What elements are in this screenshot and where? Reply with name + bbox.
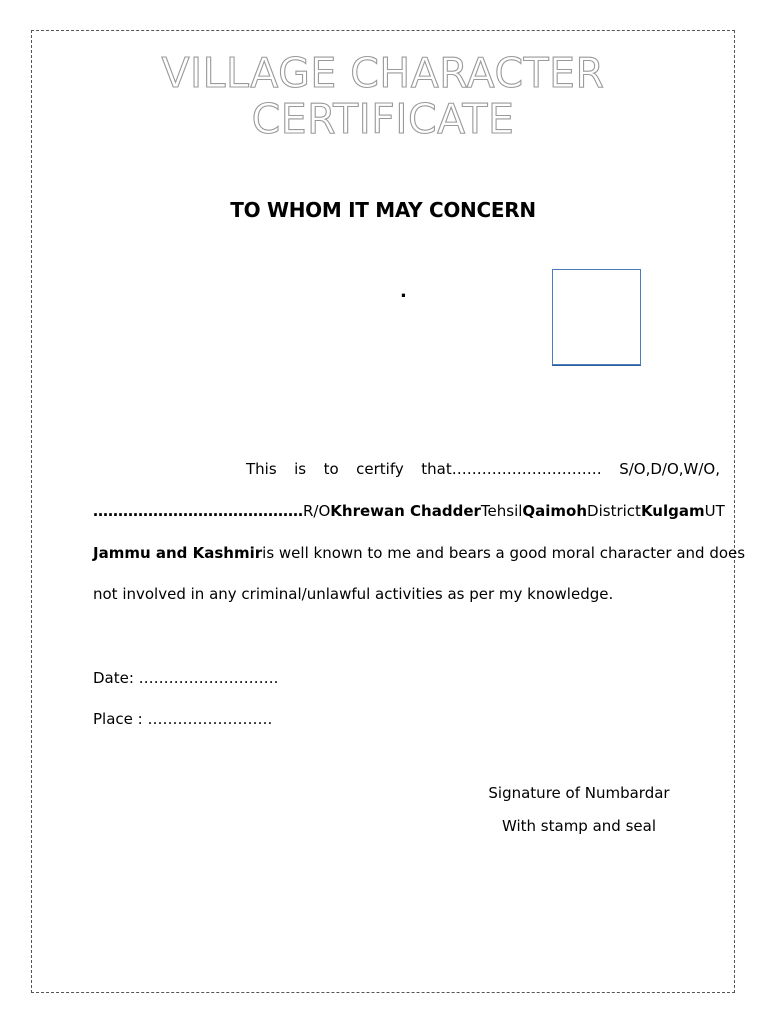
ut-label: UT xyxy=(704,502,725,520)
ro-label: R/O xyxy=(303,502,331,520)
word: This xyxy=(246,460,277,478)
body-line-4: not involved in any criminal/unlawful activities as per my knowledge. xyxy=(93,585,614,603)
word: is xyxy=(294,460,307,478)
photo-placeholder-box xyxy=(552,269,641,365)
place-field: Place : ……………………. xyxy=(93,710,273,728)
title-line-1: VILLAGE CHARACTER xyxy=(161,49,605,97)
word: to xyxy=(323,460,339,478)
word: that………………………… xyxy=(421,460,602,478)
word: certify xyxy=(356,460,404,478)
character-statement: is well known to me and bears a good moral character and does xyxy=(262,544,746,562)
district-name: Kulgam xyxy=(640,502,705,520)
tehsil-name: Qaimoh xyxy=(522,502,588,520)
dot-mark: . xyxy=(400,281,407,302)
relation-label: S/O,D/O,W/O, xyxy=(619,460,720,478)
date-field: Date: ………………………. xyxy=(93,669,279,687)
title-line-2: CERTIFICATE xyxy=(251,95,515,143)
residence-group xyxy=(93,501,330,521)
ut-name: Jammu and Kashmir xyxy=(93,544,263,562)
stamp-seal-label: With stamp and seal xyxy=(501,817,656,835)
to-whom-heading: TO WHOM IT MAY CONCERN xyxy=(230,198,536,222)
district-label: District xyxy=(587,502,641,520)
body-line-2 xyxy=(93,501,725,521)
certificate-title xyxy=(31,50,735,142)
signature-label: Signature of Numbardar xyxy=(488,784,670,802)
tehsil-label: Tehsil xyxy=(480,502,523,520)
name-blank: …………………………………… xyxy=(93,502,303,520)
body-line-1 xyxy=(93,459,720,479)
body-line-3 xyxy=(93,543,746,563)
village-name: Khrewan Chadder xyxy=(330,502,481,520)
